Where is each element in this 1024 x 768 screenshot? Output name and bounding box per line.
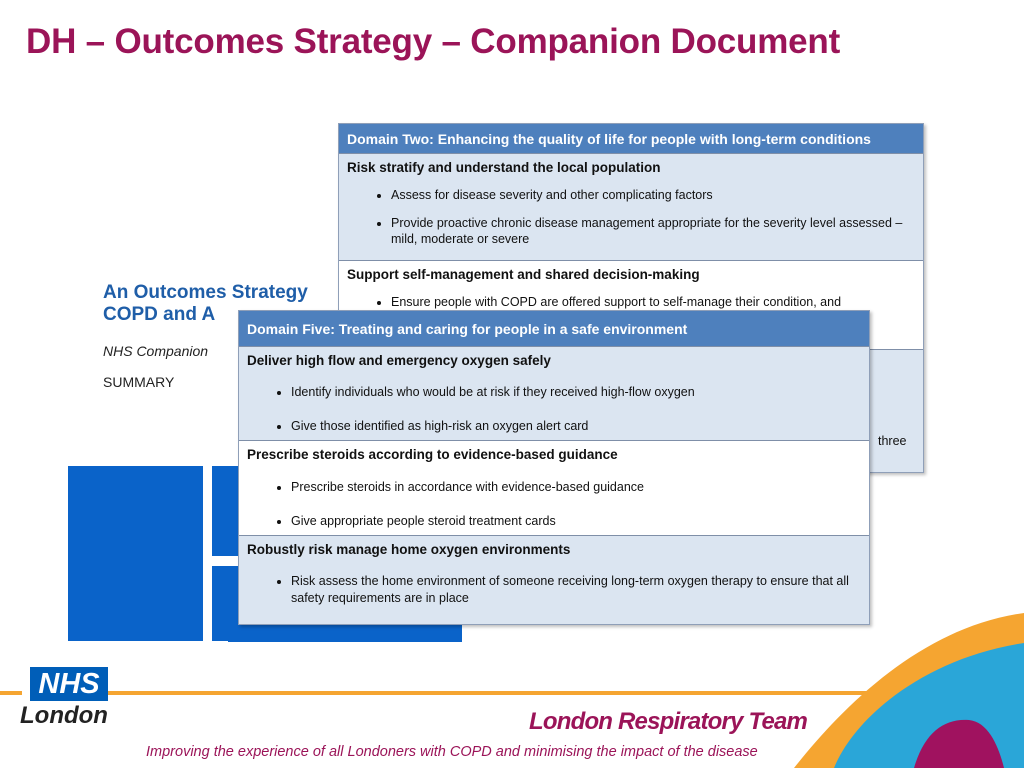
team-name: London Respiratory Team	[529, 708, 808, 735]
domain-five-section-oxygen	[239, 346, 869, 440]
domain-two-section-risk	[339, 153, 923, 260]
domain-five-header: Domain Five: Treating and caring for people in a safe environment	[239, 311, 869, 346]
bullet-list	[239, 573, 869, 607]
cover-block-mid-top	[212, 466, 240, 556]
list-item: • Assess for disease severity and other complicating factors	[391, 187, 915, 203]
cover-block-base	[228, 622, 462, 642]
footer-line	[108, 691, 868, 695]
footer-line-left	[0, 691, 22, 695]
bullet-list	[339, 294, 923, 310]
section-title: Prescribe steroids according to evidence-based guidance	[247, 447, 618, 462]
footer-tagline: Improving the experience of all Londoners with COPD and minimising the impact of the disease	[146, 744, 758, 760]
section-title: Risk stratify and understand the local population	[347, 160, 661, 175]
nhs-logo: NHS	[30, 667, 108, 701]
list-item: • Prescribe steroids in accordance with evidence-based guidance	[291, 479, 861, 495]
list-item: • Give appropriate people steroid treatment cards	[291, 513, 861, 529]
list-item: • Identify individuals who would be at risk if they received high-flow oxygen	[291, 384, 861, 400]
bullet-list	[339, 187, 923, 247]
bullet-list	[239, 384, 869, 434]
corner-swoosh-graphic	[794, 608, 1024, 768]
list-item: • Provide proactive chronic disease management appropriate for the severity level assessed – mild, moderate or severe	[391, 215, 915, 247]
cover-subtitle: NHS Companion	[103, 343, 209, 359]
cover-title-line2: COPD and A	[103, 304, 216, 325]
bullet-list	[239, 479, 869, 529]
domain-five-section-steroids	[239, 440, 869, 535]
nhs-region-label: London	[20, 702, 108, 729]
domain-two-peek-text: three	[878, 434, 907, 448]
list-item: • Ensure people with COPD are offered support to self-manage their condition, and	[391, 294, 915, 310]
section-title: Support self-management and shared decision-making	[347, 267, 700, 282]
section-title: Robustly risk manage home oxygen environments	[247, 542, 571, 557]
domain-five-section-home-oxygen	[239, 535, 869, 625]
cover-block-left	[68, 466, 203, 641]
domain-two-header: Domain Two: Enhancing the quality of life for people with long-term conditions	[339, 124, 923, 153]
list-item: • Give those identified as high-risk an oxygen alert card	[291, 418, 861, 434]
list-item: • Risk assess the home environment of someone receiving long-term oxygen therapy to ensure that all safety requirements are in place	[291, 573, 861, 607]
cover-summary: SUMMARY	[103, 374, 175, 390]
slide-title: DH – Outcomes Strategy – Companion Document	[26, 22, 841, 61]
cover-title-line1: An Outcomes Strategy	[103, 282, 308, 303]
domain-five-panel	[238, 310, 870, 625]
section-title: Deliver high flow and emergency oxygen safely	[247, 353, 551, 368]
